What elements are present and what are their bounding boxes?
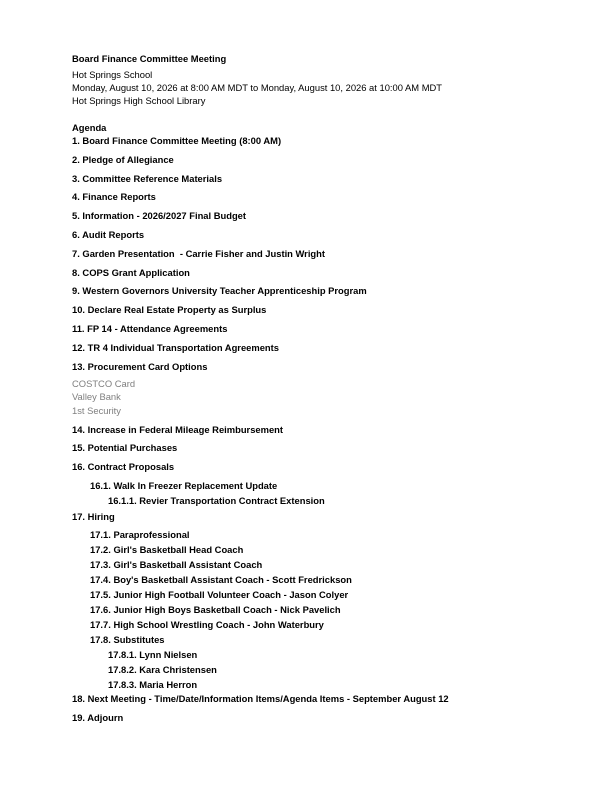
agenda-list [72,134,542,724]
substitute-item: 17.8.3. Maria Herron [108,679,198,691]
agenda-item: 10. Declare Real Estate Property as Surplus [72,304,267,316]
meeting-location: Hot Springs High School Library [72,95,206,106]
agenda-item: 12. TR 4 Individual Transportation Agreements [72,341,279,353]
agenda-document [72,52,542,724]
procurement-option: 1st Security [72,404,121,416]
agenda-item: 4. Finance Reports [72,191,156,203]
agenda-item: 11. FP 14 - Attendance Agreements [72,322,228,334]
meeting-header [72,52,542,107]
agenda-item: 17. Hiring [72,510,115,522]
meeting-datetime: Monday, August 10, 2026 at 8:00 AM MDT to Monday, August 10, 2026 at 10:00 AM MDT [72,82,443,93]
agenda-item: 6. Audit Reports [72,228,145,240]
agenda-item: 9. Western Governors University Teacher Apprenticeship Program [72,285,367,297]
agenda-item: 7. Garden Presentation - Carrie Fisher and Justin Wright [72,247,326,259]
organization-name: Hot Springs School [72,69,153,80]
agenda-subsubitem: 16.1.1. Revier Transportation Contract Extension [108,495,325,507]
agenda-item: 16. Contract Proposals [72,461,175,473]
hiring-item: 17.6. Junior High Boys Basketball Coach - Nick Pavelich [90,603,341,615]
agenda-heading: Agenda [72,122,107,133]
agenda-item: 5. Information - 2026/2027 Final Budget [72,210,247,222]
hiring-item: 17.7. High School Wrestling Coach - John Waterbury [90,618,324,630]
agenda-item: 1. Board Finance Committee Meeting (8:00 AM) [72,135,282,146]
agenda-item: 8. COPS Grant Application [72,266,190,278]
hiring-item: 17.2. Girl's Basketball Head Coach [90,543,244,555]
meeting-title: Board Finance Committee Meeting [72,53,227,64]
agenda-subitem: 16.1. Walk In Freezer Replacement Update [90,480,278,492]
agenda-item: 2. Pledge of Allegiance [72,153,174,165]
procurement-options [72,377,542,417]
hiring-item: 17.5. Junior High Football Volunteer Coach - Jason Colyer [90,588,349,600]
substitute-item: 17.8.1. Lynn Nielsen [108,649,198,661]
hiring-item: 17.4. Boy's Basketball Assistant Coach - Scott Fredrickson [90,573,352,585]
agenda-item: 14. Increase in Federal Mileage Reimbursement [72,423,284,435]
agenda-item: 15. Potential Purchases [72,442,178,454]
agenda-item: 19. Adjourn [72,711,124,723]
hiring-item: 17.3. Girl's Basketball Assistant Coach [90,558,263,570]
agenda-item: 18. Next Meeting - Time/Date/Information Items/Agenda Items - September August 12 [72,693,449,705]
procurement-option: Valley Bank [72,391,121,403]
hiring-item: 17.1. Paraprofessional [90,528,190,540]
substitute-item: 17.8.2. Kara Christensen [108,664,217,676]
hiring-item: 17.8. Substitutes [90,633,165,645]
agenda-item: 3. Committee Reference Materials [72,172,223,184]
agenda-item: 13. Procurement Card Options [72,360,208,372]
procurement-option: COSTCO Card [72,377,136,389]
